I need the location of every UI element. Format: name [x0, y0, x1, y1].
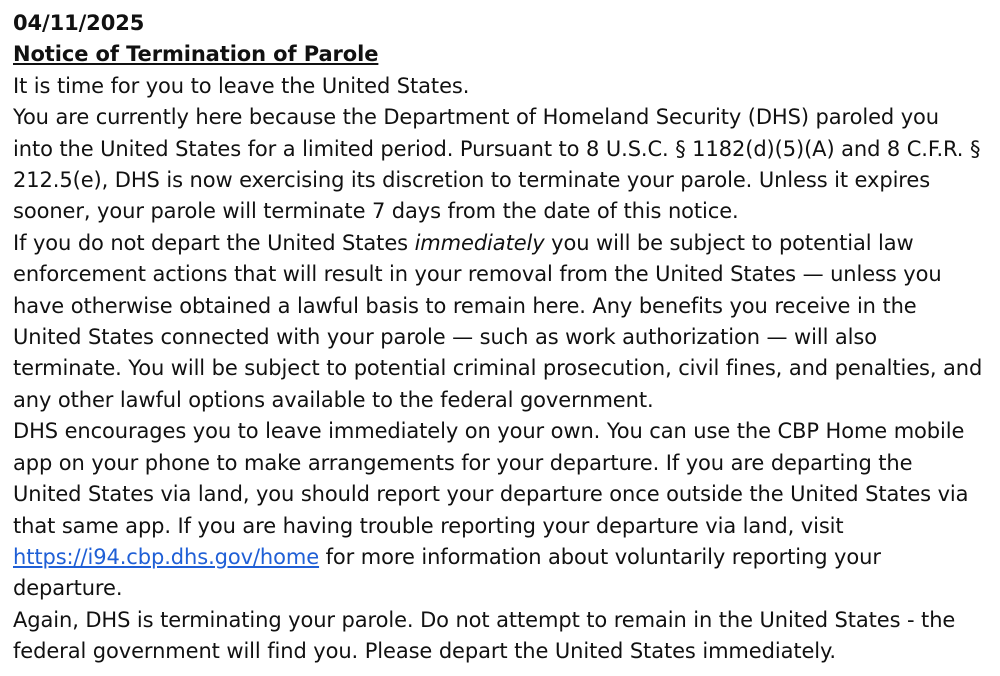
notice-title: Notice of Termination of Parole	[13, 42, 379, 67]
paragraph-parole-status: You are currently here because the Department of Homeland Security (DHS) paroled you into the United States for a limited period. Pursuant to 8 U.S.C. § 1182(d)(5)(A) and 8 C.F.R. § 212.5(e), DHS is now exercising its discretion to terminate your parole. Unless it expires sooner, your parole will terminate 7 days from the date of this notice.	[13, 105, 981, 224]
notice-intro: It is time for you to leave the United States.	[13, 73, 470, 98]
paragraph-departure-instructions	[13, 416, 985, 604]
consequences-text-start: If you do not depart the United States	[13, 230, 415, 255]
paragraph-consequences	[13, 228, 985, 416]
instructions-text-start: DHS encourages you to leave immediately on your own. You can use the CBP Home mobile app on your phone to make arrangements for your departure. If you are departing the United States via land, you should report your departure once outside the United States via that same app. If you are having trouble reporting your departure via land, visit	[13, 419, 969, 538]
notice-document	[13, 8, 985, 668]
immediately-emphasis: immediately	[414, 230, 545, 255]
i94-link[interactable]: https://i94.cbp.dhs.gov/home	[13, 544, 320, 569]
consequences-text-end: you will be subject to potential law enforcement actions that will result in your removal from the United States — unless you have otherwise obtained a lawful basis to remain here. Any benefits you receive in the United States connected with your parole — such as work authorization — will also terminate. You will be subject to potential criminal prosecution, civil fines, and penalties, and any other lawful options available to the federal government.	[13, 230, 983, 412]
instructions-text-end: for more information about voluntarily reporting your departure.	[13, 544, 881, 601]
notice-date: 04/11/2025	[13, 11, 145, 35]
paragraph-final-warning: Again, DHS is terminating your parole. Do not attempt to remain in the United States - the federal government will find you. Please depart the United States immediately.	[13, 607, 956, 664]
